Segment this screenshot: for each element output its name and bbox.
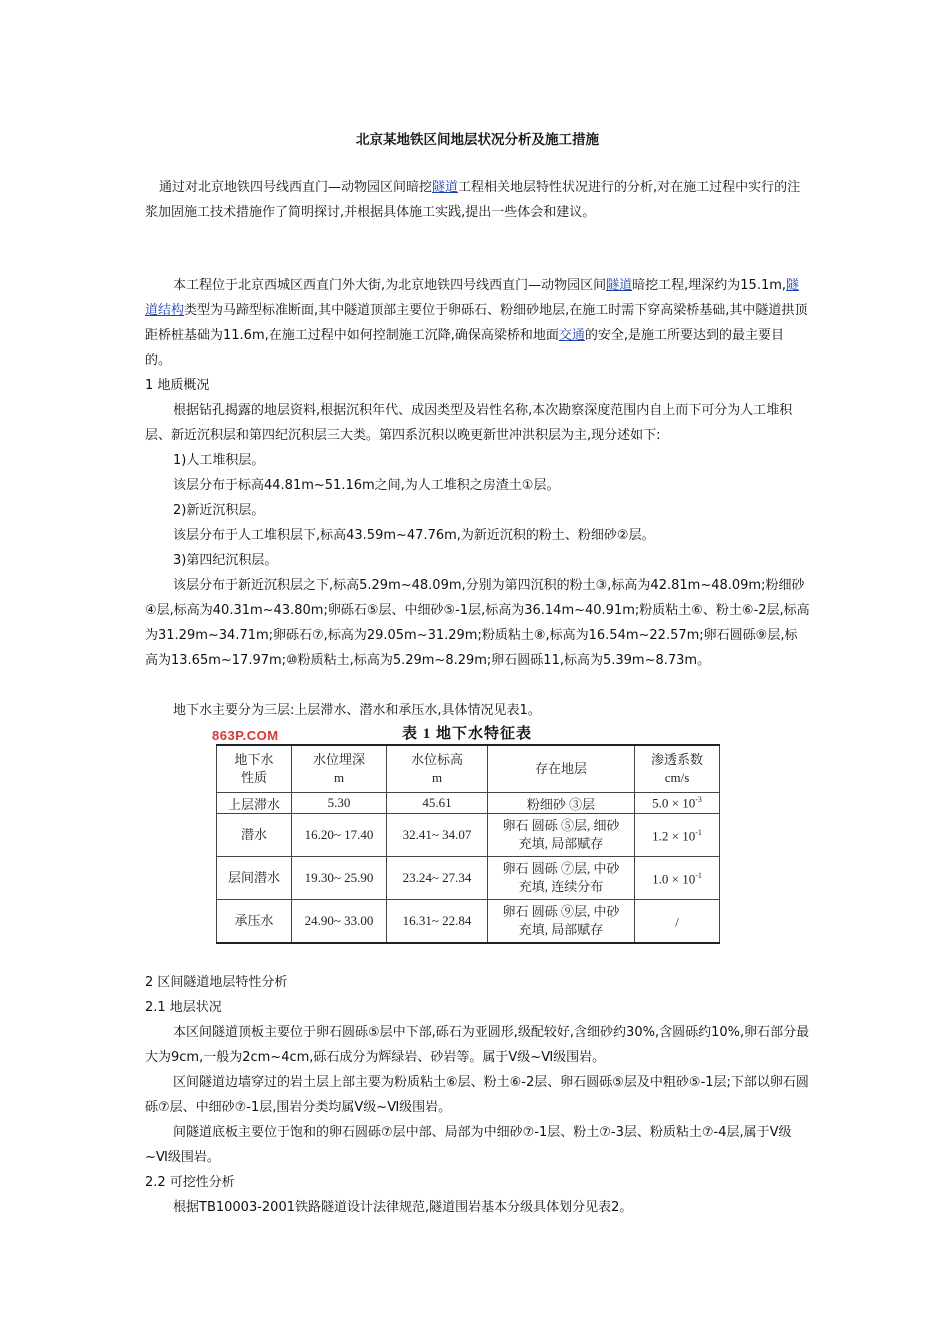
table-header: 水位标高 m	[387, 745, 488, 793]
list-item-detail: 该层分布于新近沉积层之下,标高5.29m~48.09m,分别为第四沉积的粉土③,标高为42.81m~48.09m;粉细砂④层,标高为40.31m~43.80m;卵砾石⑤层、中细砂⑤-1层,标高为36.14m~40.91m;粉质粘土⑥、粉土⑥-2层,标高为31.29m~34.71m;卵砾石⑦,标高为29.05m~31.29m;粉质粘土⑧,标高为16.54m~22.57m;卵石圆砾⑨层,标高为13.65m~17.97m;⑩粉质粘土,标高为5.29m~8.29m;卵石圆砾11,标高为5.39m~8.73m。	[145, 578, 810, 668]
table-header: 地下水 性质	[217, 745, 292, 793]
list-item: 2)新近沉积层。	[173, 503, 265, 518]
table-header: 渗透系数 cm/s	[635, 745, 720, 793]
table-row: 层间潜水 19.30~ 25.90 23.24~ 27.34 卵石 圆砾 ⑦层, 中砂 充填, 连续分布 $1.0 \times 10^{-1}$	[217, 857, 720, 900]
subsection-heading: 2.2 可挖性分析	[145, 1175, 235, 1190]
subsection-heading: 2.1 地层状况	[145, 1000, 222, 1015]
tunnel-link[interactable]: 隧道	[606, 278, 633, 293]
watermark-logo: 863P.COM	[212, 728, 279, 743]
section-1-paragraph: 根据钻孔揭露的地层资料,根据沉积年代、成因类型及岩性名称,本次勘察深度范围内自上而下可分为人工堆积层、新近沉积层和第四纪沉积层三大类。第四系沉积以晚更新世冲洪积层为主,现分述如下:	[145, 403, 793, 443]
groundwater-table-figure	[212, 720, 732, 950]
tunnel-structure-link[interactable]: 隧道结构	[145, 278, 800, 318]
table-row: 承压水 24.90~ 33.00 16.31~ 22.84 卵石 圆砾 ⑨层, 中砂 充填, 局部赋存 /	[217, 900, 720, 944]
list-item: 1)人工堆积层。	[173, 453, 265, 468]
intro-paragraph: 本工程位于北京西城区西直门外大街,为北京地铁四号线西直门—动物园区间隧道暗挖工程,埋深约为15.1m,隧道结构类型为马蹄型标准断面,其中隧道顶部主要位于卵砾石、粉细砂地层,在施工时需下穿高梁桥基础,其中隧道拱顶距桥桩基础为11.6m,在施工过程中如何控制施工沉降,确保高梁桥和地面交通的安全,是施工所要达到的最主要目的。	[145, 278, 808, 368]
table-row: 上层滞水 5.30 45.61 粉细砂 ③层 $5.0 \times 10^{-3}$	[217, 793, 720, 814]
document-title: 北京某地铁区间地层状况分析及施工措施	[356, 132, 599, 148]
tunnel-link[interactable]: 隧道	[432, 180, 459, 195]
table-caption: 表 1 地下水特征表	[402, 726, 533, 742]
groundwater-paragraph: 地下水主要分为三层:上层滞水、潜水和承压水,具体情况见表1。	[173, 703, 541, 718]
traffic-link[interactable]: 交通	[558, 328, 585, 343]
groundwater-table	[216, 744, 720, 944]
table-header: 水位埋深 m	[292, 745, 387, 793]
list-item-detail: 该层分布于标高44.81m~51.16m之间,为人工堆积之房渣土①层。	[173, 478, 560, 493]
abstract-paragraph: 通过对北京地铁四号线西直门—动物园区间暗挖隧道工程相关地层特性状况进行的分析,对在施工过程中实行的注浆加固施工技术措施作了简明探讨,并根据具体施工实践,提出一些体会和建议。	[145, 180, 801, 220]
section-2-paragraph: 根据TB10003-2001铁路隧道设计法律规范,隧道围岩基本分级具体划分见表2。	[173, 1200, 633, 1215]
list-item-detail: 该层分布于人工堆积层下,标高43.59m~47.76m,为新近沉积的粉土、粉细砂②层。	[173, 528, 655, 543]
table-row: 潜水 16.20~ 17.40 32.41~ 34.07 卵石 圆砾 ⑤层, 细砂 充填, 局部赋存 $1.2 \times 10^{-1}$	[217, 814, 720, 857]
section-2-heading: 2 区间隧道地层特性分析	[145, 975, 288, 990]
table-header: 存在地层	[488, 745, 635, 793]
section-1-heading: 1 地质概况	[145, 378, 210, 393]
section-2-paragraph: 本区间隧道顶板主要位于卵石圆砾⑤层中下部,砾石为亚圆形,级配较好,含细砂约30%,含圆砾约10%,卵石部分最大为9cm,一般为2cm~4cm,砾石成分为辉绿岩、砂岩等。属于Ⅴ级~Ⅵ级围岩。	[145, 1025, 810, 1065]
section-2-paragraph: 间隧道底板主要位于饱和的卵石圆砾⑦层中部、局部为中细砂⑦-1层、粉土⑦-3层、粉质粘土⑦-4层,属于Ⅴ级~Ⅵ级围岩。	[145, 1125, 792, 1165]
list-item: 3)第四纪沉积层。	[173, 553, 278, 568]
section-2-paragraph: 区间隧道边墙穿过的岩土层上部主要为粉质粘土⑥层、粉土⑥-2层、卵石圆砾⑤层及中粗砂⑤-1层;下部以卵石圆砾⑦层、中细砂⑦-1层,围岩分类均属Ⅴ级~Ⅵ级围岩。	[145, 1075, 809, 1115]
